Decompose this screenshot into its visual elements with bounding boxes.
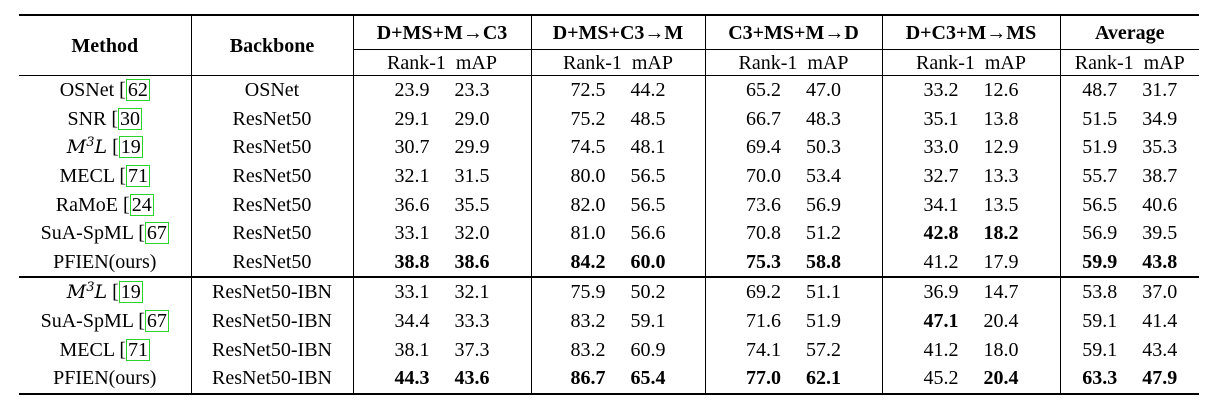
value-pair xyxy=(392,282,492,302)
subheader-rank1-map: Rank-1 mAP xyxy=(353,50,531,76)
value-pair xyxy=(1080,340,1180,360)
value-pair xyxy=(921,223,1021,243)
rank1-value: 69.2 xyxy=(746,281,781,304)
value-cell xyxy=(882,248,1060,278)
group-header-ms: D+C3+M→MS xyxy=(882,15,1060,50)
value-pair xyxy=(744,137,844,157)
value-cell xyxy=(882,364,1060,394)
method-cell: SNR [ 30 xyxy=(19,105,191,134)
table-row xyxy=(19,133,1199,162)
value-cell xyxy=(353,248,531,278)
value-pair xyxy=(392,368,492,388)
map-value: 60.0 xyxy=(630,250,666,273)
value-cell xyxy=(882,277,1060,307)
rank1-value: 51.9 xyxy=(1082,136,1118,159)
value-cell xyxy=(353,307,531,336)
citation-link[interactable]: 30 xyxy=(120,107,141,130)
value-cell xyxy=(531,219,705,248)
value-cell xyxy=(1060,162,1199,191)
map-value: 48.3 xyxy=(806,107,841,130)
value-cell xyxy=(882,105,1060,134)
method-name: MECL xyxy=(59,165,120,188)
backbone-cell: ResNet50 xyxy=(191,248,353,278)
subheader-rank1-map: Rank-1 mAP xyxy=(705,50,882,76)
value-pair xyxy=(1080,368,1180,388)
map-value: 48.1 xyxy=(630,136,666,159)
map-value: 58.8 xyxy=(806,250,841,273)
value-pair xyxy=(392,195,492,215)
value-cell xyxy=(705,190,882,219)
value-pair xyxy=(392,166,492,186)
value-cell xyxy=(353,335,531,364)
map-value: 53.4 xyxy=(806,165,841,188)
value-cell xyxy=(705,76,882,105)
rank1-value: 32.7 xyxy=(923,165,959,188)
value-cell xyxy=(531,248,705,278)
value-cell xyxy=(705,307,882,336)
value-cell xyxy=(531,364,705,394)
map-value: 35.5 xyxy=(454,193,490,216)
value-pair xyxy=(1080,252,1180,272)
map-value: 44.2 xyxy=(630,79,666,102)
method-cell: $M^3L$ [ 19 xyxy=(19,277,191,307)
citation-link[interactable]: 62 xyxy=(127,79,148,102)
value-cell xyxy=(705,277,882,307)
rank1-value: 48.7 xyxy=(1082,79,1118,102)
group-header-m: D+MS+C3→M xyxy=(531,15,705,50)
citation-link[interactable]: 67 xyxy=(146,310,167,333)
method-cell xyxy=(19,248,191,278)
map-value: 40.6 xyxy=(1142,193,1178,216)
results-table xyxy=(19,14,1199,395)
value-cell xyxy=(705,364,882,394)
rank1-value: 83.2 xyxy=(570,338,606,361)
value-cell xyxy=(353,76,531,105)
map-value: 59.1 xyxy=(630,310,666,333)
citation-link[interactable]: 19 xyxy=(120,136,141,159)
value-cell xyxy=(705,133,882,162)
value-pair xyxy=(1080,109,1180,129)
rank1-value: 86.7 xyxy=(570,367,606,390)
rank1-value: 83.2 xyxy=(570,310,606,333)
table-row xyxy=(19,307,1199,336)
backbone-cell: ResNet50-IBN xyxy=(191,364,353,394)
method-cell xyxy=(19,364,191,394)
rank1-value: 70.8 xyxy=(746,222,781,245)
map-value: 65.4 xyxy=(630,367,666,390)
value-cell xyxy=(1060,190,1199,219)
value-pair xyxy=(1080,166,1180,186)
value-pair xyxy=(392,109,492,129)
rank1-value: 47.1 xyxy=(923,310,959,333)
map-value: 32.0 xyxy=(454,222,490,245)
value-pair xyxy=(1080,311,1180,331)
map-value: 37.3 xyxy=(454,338,490,361)
rank1-value: 38.1 xyxy=(394,338,430,361)
value-cell xyxy=(882,133,1060,162)
table-row xyxy=(19,105,1199,134)
map-value: 56.9 xyxy=(806,193,841,216)
map-value: 51.9 xyxy=(806,310,841,333)
value-cell xyxy=(882,190,1060,219)
rank1-value: 59.9 xyxy=(1082,250,1118,273)
value-cell xyxy=(353,133,531,162)
rank1-value: 32.1 xyxy=(394,165,430,188)
value-pair xyxy=(392,137,492,157)
rank1-value: 70.0 xyxy=(746,165,781,188)
map-value: 56.5 xyxy=(630,165,666,188)
rank1-value: 65.2 xyxy=(746,79,781,102)
rank1-value: 72.5 xyxy=(570,79,606,102)
map-value: 29.9 xyxy=(454,136,490,159)
rank1-value: 33.1 xyxy=(394,281,430,304)
value-pair xyxy=(921,340,1021,360)
value-cell xyxy=(882,307,1060,336)
rank1-value: 63.3 xyxy=(1082,367,1118,390)
rank1-value: 36.6 xyxy=(394,193,430,216)
value-cell xyxy=(1060,76,1199,105)
table-row xyxy=(19,335,1199,364)
value-cell xyxy=(531,190,705,219)
group-header-c3: D+MS+M→C3 xyxy=(353,15,531,50)
table-row xyxy=(19,190,1199,219)
value-pair xyxy=(744,282,844,302)
rank1-value: 45.2 xyxy=(923,367,959,390)
rank1-value: 56.9 xyxy=(1082,222,1118,245)
rank1-value: 55.7 xyxy=(1082,165,1118,188)
rank1-value: 82.0 xyxy=(570,193,606,216)
value-cell xyxy=(705,335,882,364)
value-cell xyxy=(531,307,705,336)
value-pair xyxy=(744,340,844,360)
value-pair xyxy=(744,109,844,129)
backbone-cell: ResNet50 xyxy=(191,133,353,162)
map-value: 38.6 xyxy=(454,250,490,273)
rank1-value: 29.1 xyxy=(394,107,430,130)
method-cell: MECL [ 71 xyxy=(19,335,191,364)
backbone-cell: OSNet xyxy=(191,76,353,105)
value-pair xyxy=(568,166,668,186)
value-pair xyxy=(921,195,1021,215)
rank1-value: 75.2 xyxy=(570,107,606,130)
value-cell xyxy=(531,162,705,191)
value-pair xyxy=(744,311,844,331)
map-value: 20.4 xyxy=(983,310,1019,333)
rank1-value: 59.1 xyxy=(1082,310,1118,333)
group-header-average: Average xyxy=(1060,15,1199,50)
value-pair xyxy=(921,109,1021,129)
value-pair xyxy=(744,80,844,100)
method-name: $M^3L$ xyxy=(66,280,108,304)
value-pair xyxy=(392,252,492,272)
value-pair xyxy=(568,109,668,129)
table-row xyxy=(19,219,1199,248)
map-value: 29.0 xyxy=(454,107,490,130)
value-pair xyxy=(568,368,668,388)
value-cell xyxy=(1060,105,1199,134)
value-cell xyxy=(353,277,531,307)
map-value: 43.6 xyxy=(454,367,490,390)
backbone-cell: ResNet50-IBN xyxy=(191,335,353,364)
map-value: 62.1 xyxy=(806,367,841,390)
method-cell: SuA-SpML [ 67 xyxy=(19,219,191,248)
backbone-cell: ResNet50-IBN xyxy=(191,307,353,336)
value-cell xyxy=(1060,133,1199,162)
table-row xyxy=(19,277,1199,307)
rank1-value: 38.8 xyxy=(394,250,430,273)
map-value: 38.7 xyxy=(1142,165,1178,188)
value-pair xyxy=(392,340,492,360)
value-cell xyxy=(531,335,705,364)
map-value: 13.5 xyxy=(983,193,1019,216)
rank1-value: 53.8 xyxy=(1082,281,1118,304)
subheader-rank1-map: Rank-1 mAP xyxy=(531,50,705,76)
method-cell: $M^3L$ [ 19 xyxy=(19,133,191,162)
method-cell: SuA-SpML [ 67 xyxy=(19,307,191,336)
rank1-value: 33.1 xyxy=(394,222,430,245)
citation-link[interactable]: 71 xyxy=(128,338,148,361)
value-pair xyxy=(744,195,844,215)
value-cell xyxy=(882,335,1060,364)
rank1-value: 41.2 xyxy=(923,250,959,273)
value-pair xyxy=(744,252,844,272)
map-value: 23.3 xyxy=(454,79,490,102)
rank1-value: 33.0 xyxy=(923,136,959,159)
backbone-header: Backbone xyxy=(191,15,353,76)
rank1-value: 35.1 xyxy=(923,107,959,130)
value-cell xyxy=(353,162,531,191)
map-value: 51.2 xyxy=(806,222,841,245)
map-value: 50.2 xyxy=(630,281,666,304)
value-cell xyxy=(531,76,705,105)
rank1-value: 74.1 xyxy=(746,338,781,361)
rank1-value: 66.7 xyxy=(746,107,781,130)
map-value: 43.4 xyxy=(1142,338,1178,361)
map-value: 32.1 xyxy=(454,281,490,304)
rank1-value: 36.9 xyxy=(923,281,959,304)
method-name: SuA-SpML xyxy=(40,310,139,333)
value-cell xyxy=(531,133,705,162)
rank1-value: 56.5 xyxy=(1082,193,1118,216)
backbone-cell: ResNet50 xyxy=(191,219,353,248)
citation-link[interactable]: 24 xyxy=(131,193,152,216)
value-cell xyxy=(353,105,531,134)
rank1-value: 42.8 xyxy=(923,222,959,245)
method-name: SuA-SpML xyxy=(40,222,139,245)
map-value: 35.3 xyxy=(1142,136,1178,159)
method-cell: OSNet [ 62 xyxy=(19,76,191,105)
method-name: PFIEN(ours) xyxy=(53,367,157,390)
table-row xyxy=(19,76,1199,105)
rank1-value: 23.9 xyxy=(394,79,430,102)
value-pair xyxy=(568,340,668,360)
rank1-value: 34.1 xyxy=(923,193,959,216)
table-row xyxy=(19,364,1199,394)
rank1-value: 71.6 xyxy=(746,310,781,333)
value-pair xyxy=(1080,223,1180,243)
value-pair xyxy=(744,368,844,388)
rank1-value: 33.2 xyxy=(923,79,959,102)
map-value: 18.2 xyxy=(983,222,1019,245)
method-name: OSNet xyxy=(59,79,120,102)
map-value: 50.3 xyxy=(806,136,841,159)
map-value: 12.6 xyxy=(983,79,1019,102)
rank1-value: 77.0 xyxy=(746,367,781,390)
map-value: 20.4 xyxy=(983,367,1019,390)
value-cell xyxy=(1060,248,1199,278)
map-value: 37.0 xyxy=(1142,281,1178,304)
value-cell xyxy=(353,190,531,219)
map-value: 13.8 xyxy=(983,107,1019,130)
value-cell xyxy=(705,162,882,191)
value-pair xyxy=(392,311,492,331)
value-pair xyxy=(744,223,844,243)
backbone-cell: ResNet50-IBN xyxy=(191,277,353,307)
value-cell xyxy=(1060,219,1199,248)
value-pair xyxy=(392,80,492,100)
method-name: $M^3L$ xyxy=(66,135,108,159)
method-header: Method xyxy=(19,15,191,76)
citation-link[interactable]: 71 xyxy=(128,165,148,188)
value-pair xyxy=(744,166,844,186)
backbone-cell: ResNet50 xyxy=(191,190,353,219)
method-cell: MECL [ 71 xyxy=(19,162,191,191)
map-value: 48.5 xyxy=(630,107,666,130)
map-value: 31.7 xyxy=(1142,79,1178,102)
value-pair xyxy=(921,166,1021,186)
rank1-value: 44.3 xyxy=(394,367,430,390)
map-value: 60.9 xyxy=(630,338,666,361)
value-pair xyxy=(1080,282,1180,302)
value-pair xyxy=(1080,195,1180,215)
value-pair xyxy=(921,368,1021,388)
map-value: 17.9 xyxy=(983,250,1019,273)
subheader-rank1-map: Rank-1 mAP xyxy=(1074,51,1185,74)
map-value: 43.8 xyxy=(1142,250,1178,273)
rank1-value: 75.9 xyxy=(570,281,606,304)
map-value: 13.3 xyxy=(983,165,1019,188)
method-cell: RaMoE [ 24 xyxy=(19,190,191,219)
table-row xyxy=(19,248,1199,278)
rank1-value: 73.6 xyxy=(746,193,781,216)
backbone-cell: ResNet50 xyxy=(191,105,353,134)
rank1-value: 80.0 xyxy=(570,165,606,188)
map-value: 57.2 xyxy=(806,338,841,361)
subheader-rank1-map: Rank-1 mAP xyxy=(882,50,1060,76)
value-pair xyxy=(568,223,668,243)
value-pair xyxy=(921,282,1021,302)
value-pair xyxy=(1080,80,1180,100)
value-cell xyxy=(1060,335,1199,364)
citation-link[interactable]: 67 xyxy=(146,222,167,245)
rank1-value: 59.1 xyxy=(1082,338,1118,361)
map-value: 39.5 xyxy=(1142,222,1178,245)
rank1-value: 41.2 xyxy=(923,338,959,361)
value-cell xyxy=(531,105,705,134)
rank1-value: 69.4 xyxy=(746,136,781,159)
map-value: 47.9 xyxy=(1142,367,1178,390)
value-cell xyxy=(1060,277,1199,307)
value-cell xyxy=(705,219,882,248)
value-pair xyxy=(921,252,1021,272)
map-value: 31.5 xyxy=(454,165,490,188)
value-cell xyxy=(353,364,531,394)
value-cell xyxy=(1060,307,1199,336)
backbone-cell: ResNet50 xyxy=(191,162,353,191)
method-name: MECL xyxy=(59,338,120,361)
map-value: 47.0 xyxy=(806,79,841,102)
rank1-value: 74.5 xyxy=(570,136,606,159)
rank1-value: 34.4 xyxy=(394,310,430,333)
value-pair xyxy=(568,195,668,215)
map-value: 56.6 xyxy=(630,222,666,245)
rank1-value: 84.2 xyxy=(570,250,606,273)
rank1-value: 81.0 xyxy=(570,222,606,245)
value-cell xyxy=(882,76,1060,105)
value-pair xyxy=(921,80,1021,100)
value-cell xyxy=(1060,364,1199,394)
citation-link[interactable]: 19 xyxy=(120,281,141,304)
value-cell xyxy=(882,162,1060,191)
value-pair xyxy=(568,80,668,100)
value-pair xyxy=(568,252,668,272)
value-pair xyxy=(568,311,668,331)
map-value: 12.9 xyxy=(983,136,1019,159)
value-pair xyxy=(921,311,1021,331)
value-cell xyxy=(705,248,882,278)
map-value: 34.9 xyxy=(1142,107,1178,130)
method-name: RaMoE xyxy=(55,193,124,216)
map-value: 56.5 xyxy=(630,193,666,216)
map-value: 33.3 xyxy=(454,310,490,333)
rank1-value: 30.7 xyxy=(394,136,430,159)
value-pair xyxy=(921,137,1021,157)
table-row xyxy=(19,162,1199,191)
method-name: SNR xyxy=(67,107,112,130)
rank1-value: 51.5 xyxy=(1082,107,1118,130)
value-pair xyxy=(392,223,492,243)
map-value: 14.7 xyxy=(983,281,1019,304)
value-cell xyxy=(353,219,531,248)
value-pair xyxy=(568,137,668,157)
value-cell xyxy=(705,105,882,134)
method-name: PFIEN(ours) xyxy=(53,250,157,273)
map-value: 41.4 xyxy=(1142,310,1178,333)
map-value: 51.1 xyxy=(806,281,841,304)
rank1-value: 75.3 xyxy=(746,250,781,273)
map-value: 18.0 xyxy=(983,338,1019,361)
value-pair xyxy=(568,282,668,302)
value-cell xyxy=(531,277,705,307)
value-cell xyxy=(882,219,1060,248)
group-header-d: C3+MS+M→D xyxy=(705,15,882,50)
value-pair xyxy=(1080,137,1180,157)
